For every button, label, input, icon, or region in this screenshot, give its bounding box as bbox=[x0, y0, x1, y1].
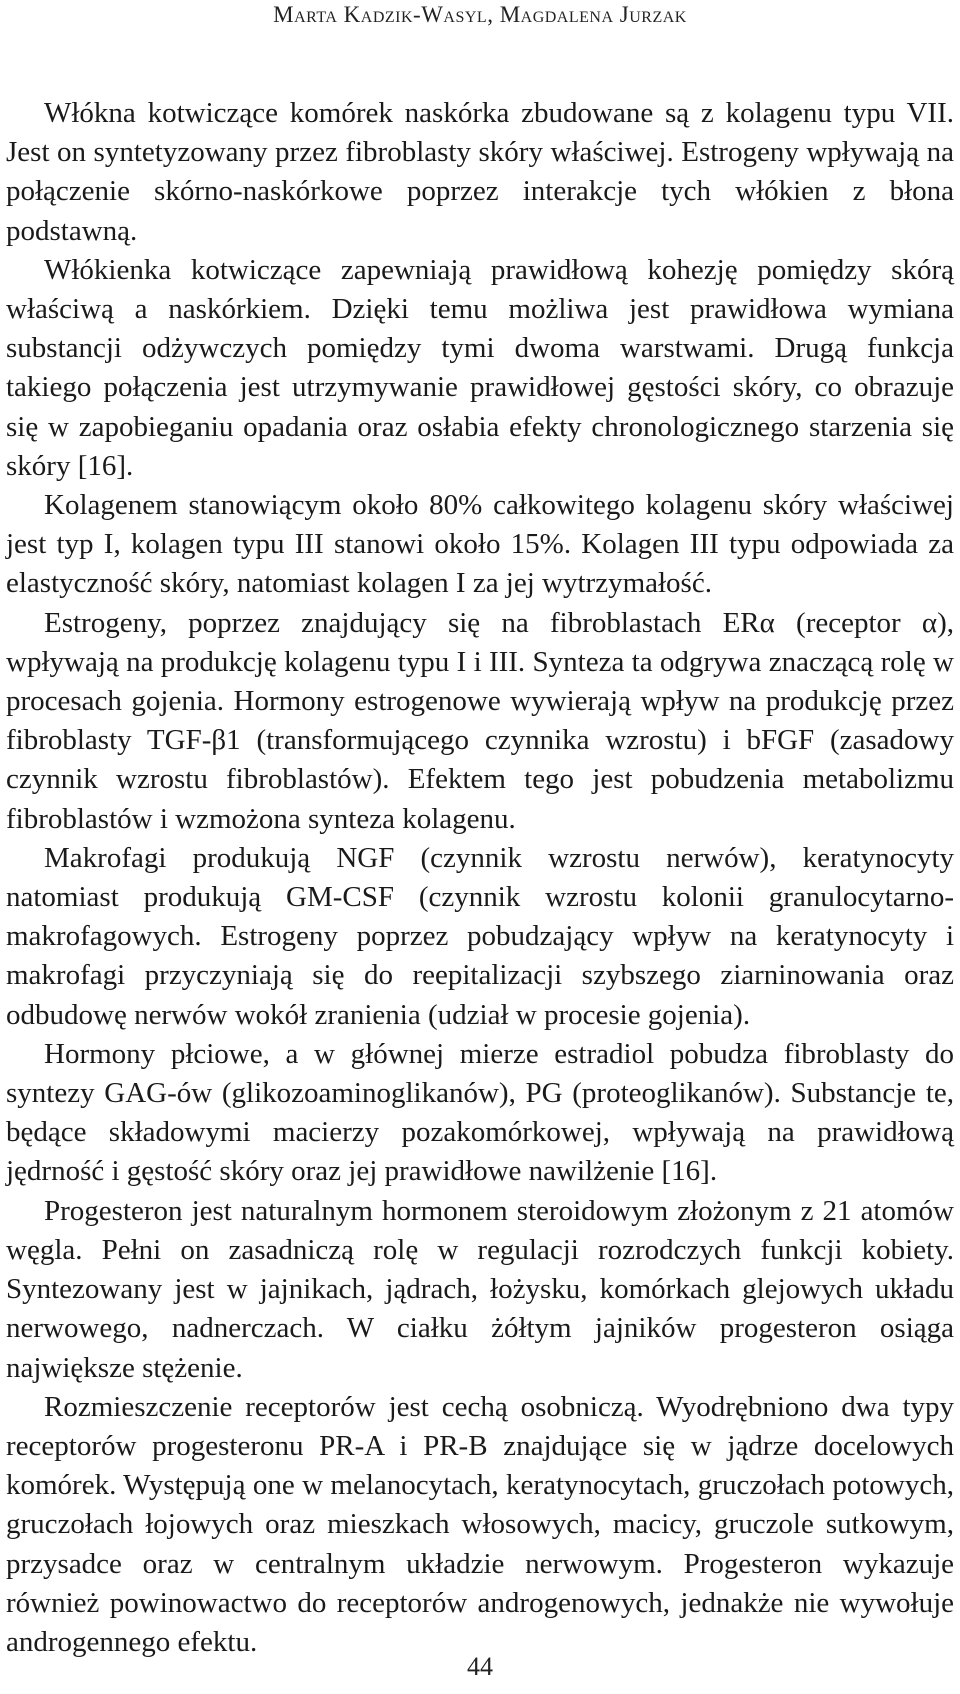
paragraph-macrophages: Makrofagi produkują NGF (czynnik wzrostu nerwów), keratynocyty natomiast produkują GM-CSF (czynnik wzrostu kolonii granulocytarno-makrofagowych. Estrogeny poprzez pobudzający wpływ na keratynocyty i makrofagi przyczyniają się do reepitalizacji szybszego ziarninowania oraz odbudowę nerwów wokół zranienia (udział w procesie gojenia). bbox=[6, 841, 954, 1031]
body-text bbox=[6, 94, 954, 1662]
paragraph-collagen-types: Kolagenem stanowiącym około 80% całkowitego kolagenu skóry właściwej jest typ I, kolagen typu III stanowi około 15%. Kolagen III typu odpowiada za elastyczność skóry, natomiast kolagen I za jej wytrzymałość. bbox=[6, 489, 954, 600]
paragraph-estrogens-fibroblasts: Estrogeny, poprzez znajdujący się na fibroblastach ERα (receptor α), wpływają na produkcję kolagenu typu I i III. Synteza ta odgrywa znaczącą rolę w procesach gojenia. Hormony estrogenowe wywierają wpływ na produkcję przez fibroblasty TGF-β1 (transformującego czynnika wzrostu) i bFGF (zasadowy czynnik wzrostu fibroblastów). Efektem tego jest pobudzenia metabolizmu fibroblastów i wzmożona synteza kolagenu. bbox=[6, 606, 954, 835]
paragraph-receptors: Rozmieszczenie receptorów jest cechą osobniczą. Wyodrębniono dwa typy receptorów progesteronu PR-A i PR-B znajdujące się w jądrze docelowych komórek. Występują one w melanocytach, keratynocytach, gruczołach potowych, gruczołach łojowych oraz mieszkach włosowych, macicy, gruczole sutkowym, przysadce oraz w centralnym układzie nerwowym. Progesteron wykazuje również powinowactwo do receptorów androgenowych, jednakże nie wywołuje androgennego efektu. bbox=[6, 1390, 954, 1658]
paragraph-cohesion: Włókienka kotwiczące zapewniają prawidłową kohezję pomiędzy skórą właściwą a naskórkiem. Dzięki temu możliwa jest prawidłowa wymiana substancji odżywczych pomiędzy tymi dwoma warstwami. Drugą funkcja takiego połączenia jest utrzymywanie prawidłowej gęstości skóry, co obrazuje się w zapobieganiu opadania oraz osłabia efekty chronologicznego starzenia się skóry [16]. bbox=[6, 253, 954, 482]
running-header: Marta Kadzik-Wasyl, Magdalena Jurzak bbox=[273, 2, 687, 27]
page-number: 44 bbox=[467, 1652, 493, 1681]
paragraph-sex-hormones: Hormony płciowe, a w głównej mierze estradiol pobudza fibroblasty do syntezy GAG-ów (glikozoaminoglikanów), PG (proteoglikanów). Substancje te, będące składowymi macierzy pozakomórkowej, wpływają na prawidłową jędrność i gęstość skóry oraz jej prawidłowe nawilżenie [16]. bbox=[6, 1037, 954, 1188]
paragraph-progesterone: Progesteron jest naturalnym hormonem steroidowym złożonym z 21 atomów węgla. Pełni on zasadniczą rolę w regulacji rozrodczych funkcji kobiety. Syntezowany jest w jajnikach, jądrach, łożysku, komórkach glejowych układu nerwowego, nadnerczach. W ciałku żółtym jajników progesteron osiąga największe stężenie. bbox=[6, 1194, 954, 1384]
paragraph-anchoring-fibrils: Włókna kotwiczące komórek naskórka zbudowane są z kolagenu typu VII. Jest on syntetyzowany przez fibroblasty skóry właściwej. Estrogeny wpływają na połączenie skórno-naskórkowe poprzez interakcje tych włókien z błona podstawną. bbox=[6, 97, 954, 247]
